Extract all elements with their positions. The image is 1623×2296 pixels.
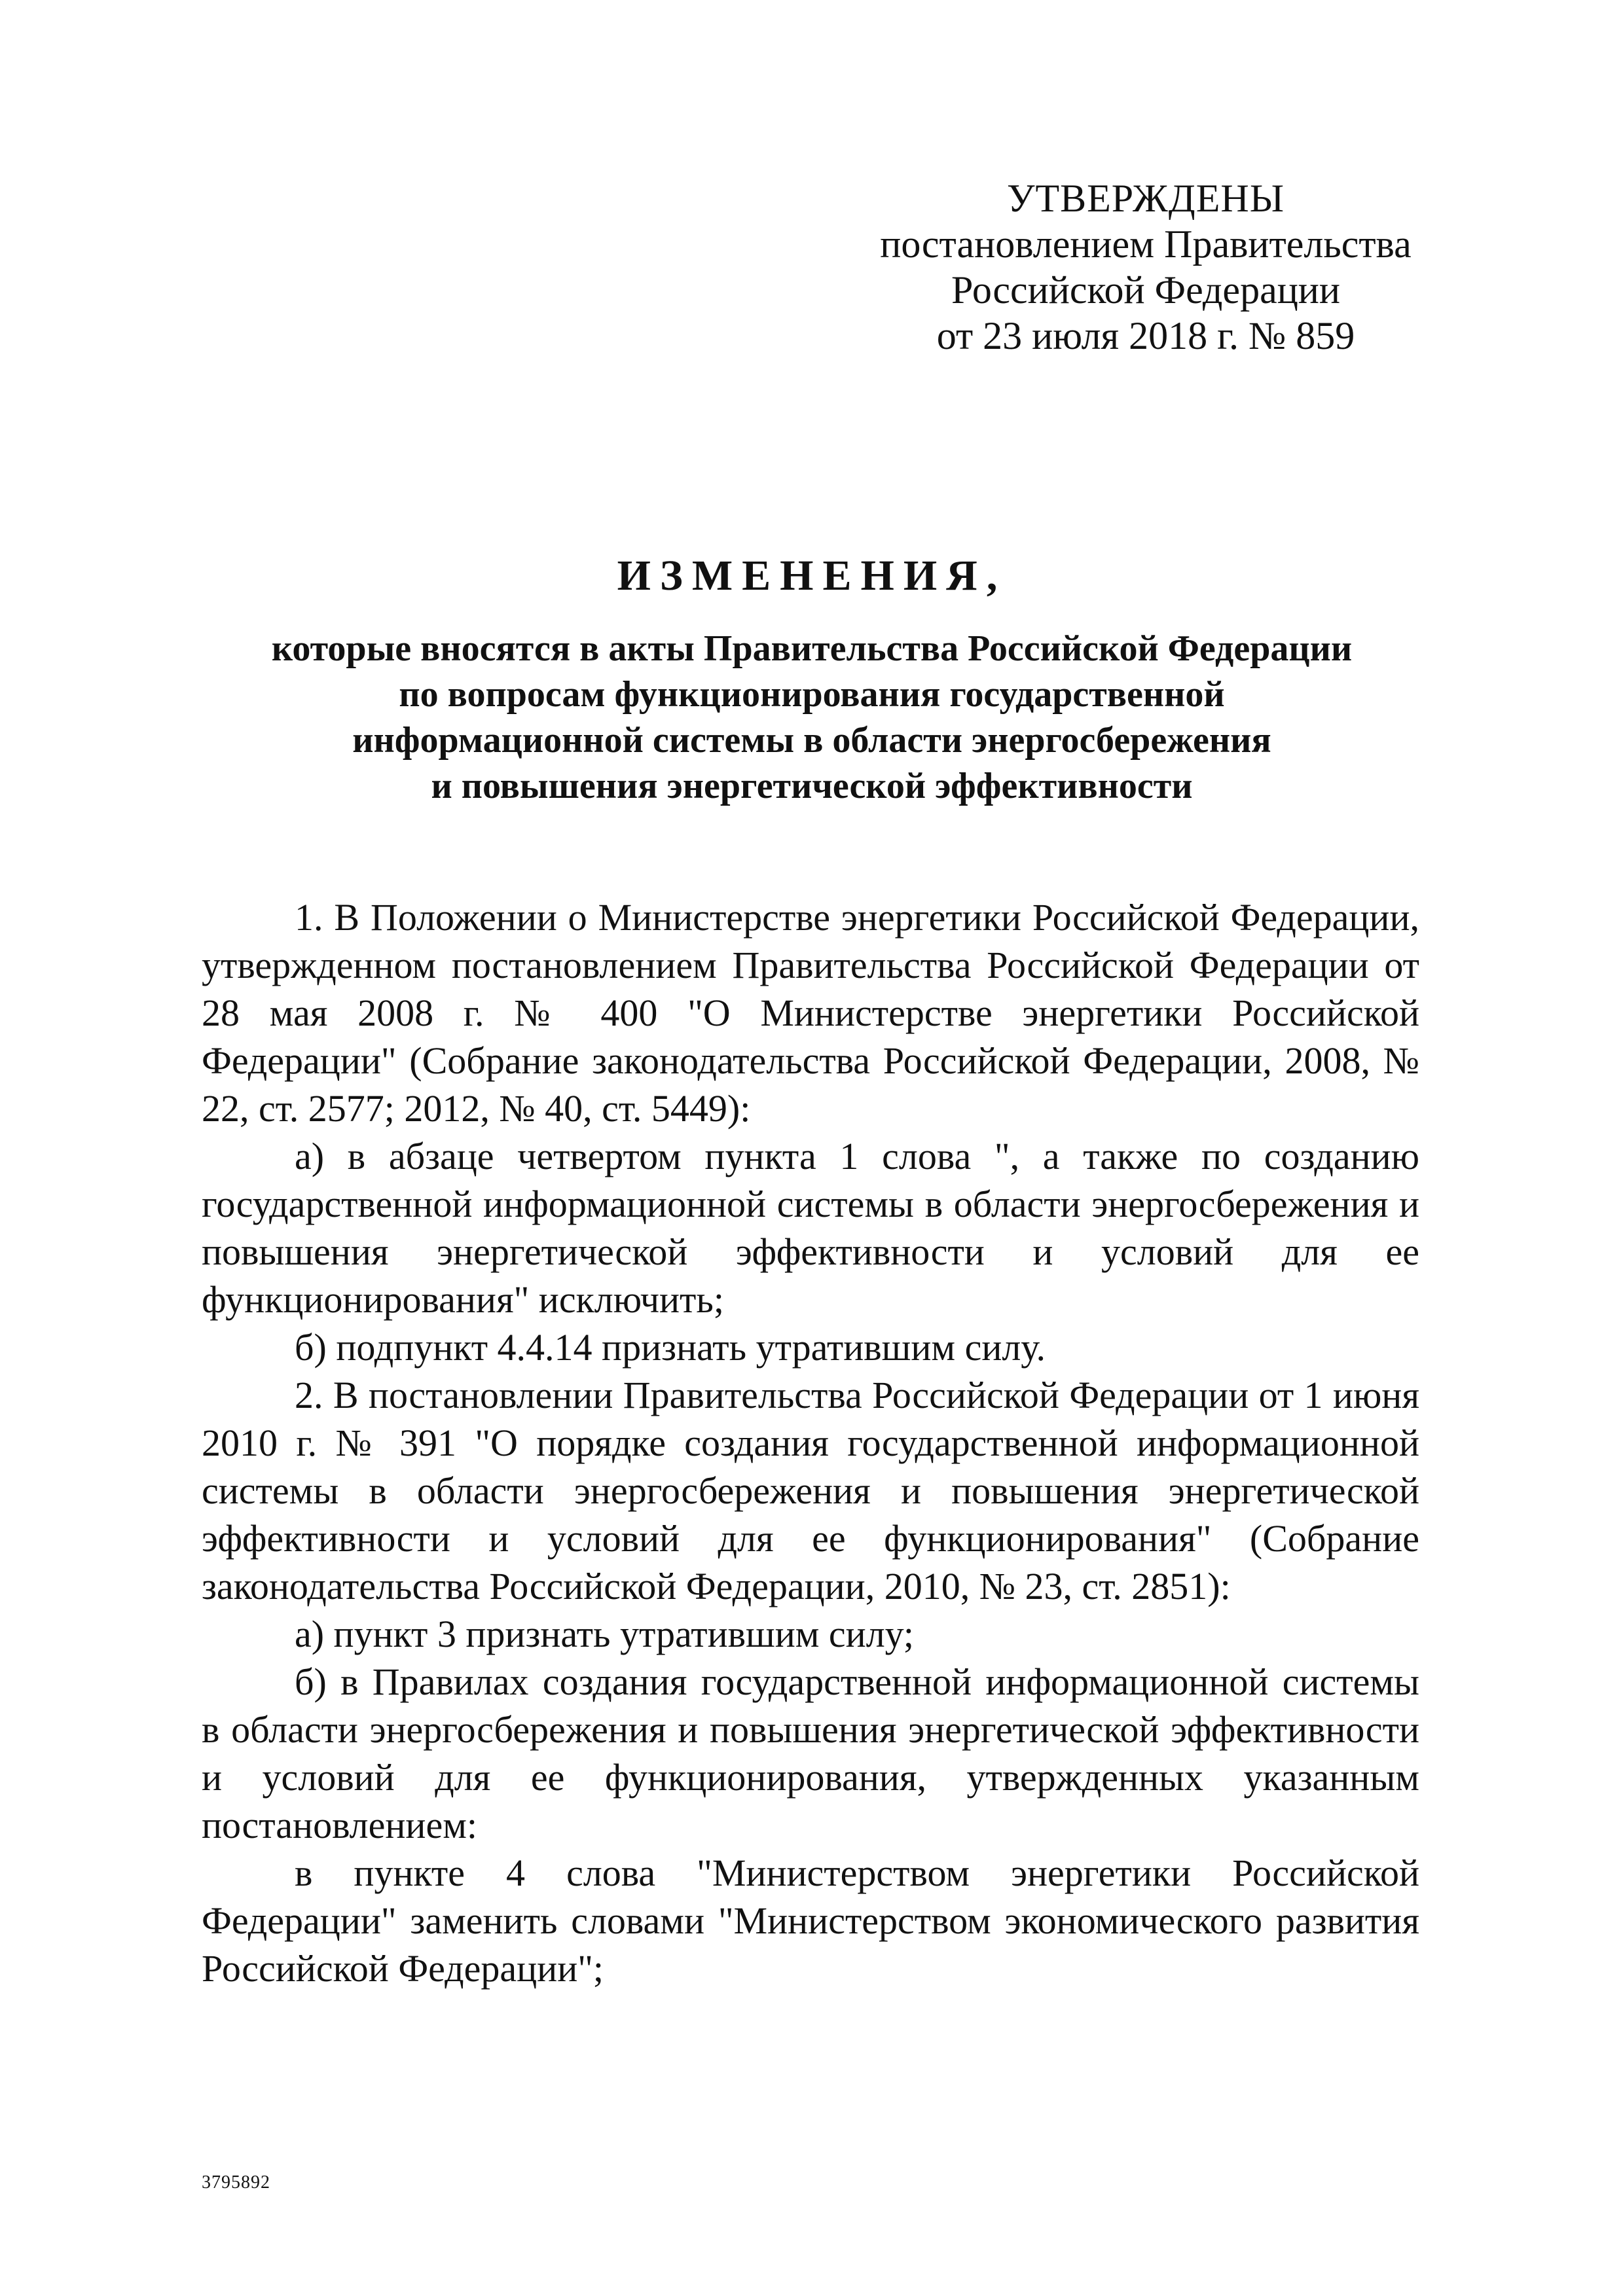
approval-line-date-number: от 23 июля 2018 г. № 859 [936,314,1355,357]
document-title [196,550,1427,809]
approval-block [877,175,1414,359]
paragraph-item-2: 2. В постановлении Правительства Российской Федерации от 1 июня 2010 г. № 391 "О порядке создания государственной информационной системы в области энергосбережения и повышения энергетической эффективности и условий для ее функционирования" (Собрание законодательства Российской Федерации, 2010, № 23, ст. 2851): [202,1374,1419,1607]
document-body [202,893,1419,1992]
approval-heading: УТВЕРЖДЕНЫ [1006,177,1285,220]
paragraph-item-1a: а) в абзаце четвертом пункта 1 слова ", а также по созданию государственной информационной системы в области энергосбережения и повышения энергетической эффективности и условий для ее функционирования" исключить; [202,1135,1419,1321]
title-subtitle-line: и повышения энергетической эффективности [431,766,1193,806]
paragraph-item-1b: б) подпункт 4.4.14 признать утратившим силу. [295,1326,1046,1369]
paragraph-item-2a: а) пункт 3 признать утратившим силу; [295,1613,915,1655]
paragraph-item-2b-point4: в пункте 4 слова "Министерством энергетики Российской Федерации" заменить словами "Министерством экономического развития Российской Федерации"; [202,1852,1419,1990]
paragraph-item-1: 1. В Положении о Министерстве энергетики Российской Федерации, утвержденном постановлением Правительства Российской Федерации от 28 мая 2008 г. № 400 "О Министерстве энергетики Российской Федерации" (Собрание законодательства Российской Федерации, 2008, № 22, ст. 2577; 2012, № 40, ст. 5449): [202,896,1419,1130]
approval-line-decree: постановлением Правительства [880,223,1412,266]
title-subtitle-line: по вопросам функционирования государственной [399,674,1225,715]
title-main: ИЗМЕНЕНИЯ, [617,552,1007,600]
approval-line-federation: Российской Федерации [951,268,1341,312]
title-subtitle-line: информационной системы в области энергосбережения [352,720,1271,761]
paragraph-item-2b: б) в Правилах создания государственной информационной системы в области энергосбережения и повышения энергетической эффективности и условий для ее функционирования, утвержденных указанным постановлением: [202,1660,1419,1846]
title-subtitle-line: которые вносятся в акты Правительства Российской Федерации [271,628,1353,669]
document-code: 3795892 [202,2172,270,2193]
